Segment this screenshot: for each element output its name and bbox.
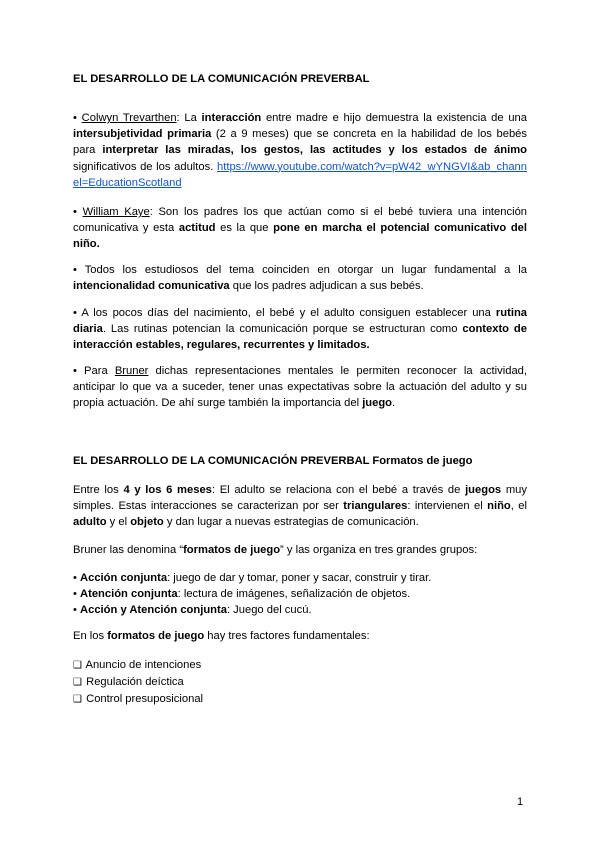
list-item (73, 691, 527, 708)
text: (2 a 9 meses) que se concreta en la habilidad de los bebés para (73, 128, 527, 157)
text: : Son los padres los que actúan como si el bebé tuviera una intención comunicativa y esta (73, 206, 528, 235)
paragraph-estudiosos (73, 262, 527, 294)
text: hay tres factores fundamentales: (204, 630, 370, 642)
factors-list (73, 657, 527, 709)
text: ” y las organiza en tres grandes grupos: (280, 544, 478, 556)
bold-text: 4 y los 6 meses (123, 484, 212, 496)
bullet: • (73, 112, 77, 124)
text: • A los pocos días del nacimiento, el bebé y el adulto consiguen establecer una (73, 307, 496, 319)
text: Bruner las denomina “ (73, 544, 184, 556)
bold-text: triangulares (343, 500, 408, 513)
group-desc: : Juego del cucú. (226, 604, 312, 617)
text: • Todos los estudiosos del tema coinciden en otorgar un lugar fundamental a la (73, 264, 527, 276)
bold-text: intencionalidad comunicativa (73, 280, 230, 293)
bold-text: contexto de interacción estables, regulares, recurrentes y limitados. (73, 323, 527, 352)
paragraph-kaye (73, 204, 527, 253)
bold-text: niño (487, 500, 511, 513)
factor-label: Anuncio de intenciones (85, 659, 202, 671)
text: Entre los (73, 484, 124, 496)
bold-text: interpretar las miradas, los gestos, las actitudes y los estados de ánimo (102, 144, 527, 157)
text: , el (510, 500, 527, 513)
paragraph-rutinas (73, 305, 527, 354)
bold-text: interacción (201, 112, 262, 124)
page-number: 1 (517, 796, 524, 808)
paragraph-factores (73, 628, 527, 644)
group-name: Atención conjunta (80, 588, 178, 601)
author-kaye: William Kaye (82, 206, 150, 218)
text: . Las rutinas potencian la comunicación porque se estructuran como (102, 323, 463, 336)
factor-label: Regulación deíctica (86, 676, 184, 689)
text: • Para (73, 365, 115, 377)
bold-text: actitud (178, 222, 216, 235)
text: . (392, 397, 396, 410)
paragraph-trevarthen (73, 110, 527, 191)
author-trevarthen: Colwyn Trevarthen (81, 112, 177, 124)
bold-text: adulto (73, 516, 107, 529)
bullet: • (73, 604, 77, 617)
text: : La (176, 112, 202, 124)
youtube-link[interactable]: https://www.youtube.com/watch?v=pW42_wYNGVI&ab_channel=EducationScotland (73, 160, 527, 189)
bullet: • (73, 206, 77, 218)
text: y el (106, 516, 131, 529)
text: muy simples. Estas interacciones se caracterizan por ser (73, 484, 527, 513)
list-item (73, 586, 527, 602)
groups-list (73, 570, 527, 619)
heading-formatos: EL DESARROLLO DE LA COMUNICACIÓN PREVERBAL Formatos de juego (73, 455, 473, 467)
checkbox-icon: ❑ (73, 660, 82, 671)
text: : El adulto se relaciona con el bebé a través de (211, 484, 466, 496)
checkbox-icon: ❑ (73, 677, 82, 689)
paragraph-bruner-formatos (73, 542, 527, 558)
text: y dan lugar a nuevas estrategias de comunicación. (163, 516, 419, 529)
text: En los (73, 630, 108, 642)
list-item (73, 657, 527, 674)
text: dichas representaciones mentales le permiten reconocer la actividad, anticipar lo que va a suceder, tener unas expectativas sobre la actuación del adulto y su propia actuación. De ahí surge también la importancia del (73, 365, 527, 410)
bullet: • (73, 572, 77, 584)
group-desc: : juego de dar y tomar, poner y sacar, construir y tirar. (167, 572, 432, 584)
bullet: • (73, 588, 77, 601)
list-item (73, 602, 527, 618)
paragraph-4-6-meses (73, 482, 527, 531)
checkbox-icon: ❑ (73, 694, 82, 706)
factor-label: Control presuposicional (86, 693, 204, 706)
bold-text: rutina diaria (73, 307, 527, 336)
group-name: Acción y Atención conjunta (80, 604, 227, 617)
text: es la que (215, 222, 274, 235)
text: significativos de los adultos. (73, 160, 217, 173)
list-item (73, 674, 527, 691)
list-item (73, 570, 527, 586)
bold-text: juegos (465, 484, 502, 496)
group-name: Acción conjunta (80, 572, 168, 584)
text: entre madre e hijo demuestra la existencia de una (261, 112, 527, 124)
heading-preverbal: EL DESARROLLO DE LA COMUNICACIÓN PREVERBAL (73, 73, 370, 85)
group-desc: : lectura de imágenes, señalización de objetos. (177, 588, 411, 601)
bold-text: intersubjetividad primaria (73, 128, 212, 141)
bold-text: objeto (130, 516, 164, 529)
text: : intervienen el (407, 500, 488, 513)
bold-text: juego (362, 397, 393, 410)
paragraph-bruner (73, 363, 527, 412)
bold-text: pone en marcha el potencial comunicativo del niño. (73, 222, 528, 251)
bold-text: formatos de juego (107, 630, 205, 642)
text: que los padres adjudican a sus bebés. (229, 280, 424, 293)
bold-text: formatos de juego (183, 544, 281, 556)
author-bruner: Bruner (114, 365, 149, 377)
